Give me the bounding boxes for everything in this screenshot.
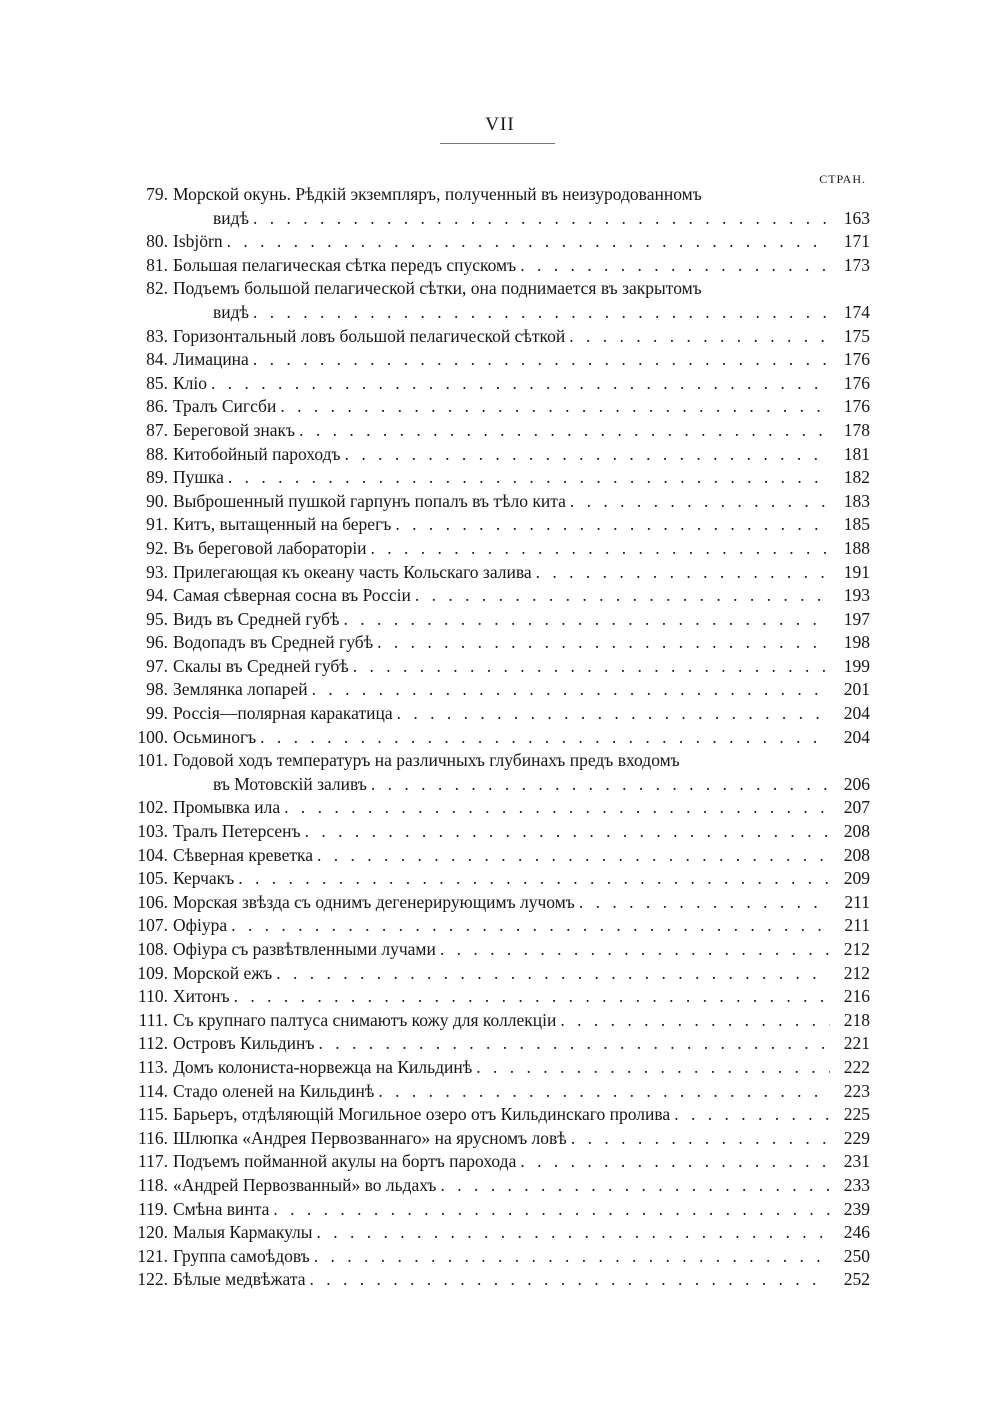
entry-page-number: 223 bbox=[843, 1080, 870, 1101]
entry-page-number: 201 bbox=[843, 679, 870, 700]
dot-leader bbox=[313, 845, 830, 866]
dot-leader bbox=[575, 892, 830, 913]
entry-title: Керчакъ bbox=[173, 868, 235, 889]
entry-number: 118. bbox=[138, 1174, 168, 1195]
entry-number: 110. bbox=[138, 986, 168, 1007]
list-item bbox=[128, 845, 870, 869]
entry-title: Офіура bbox=[173, 915, 228, 936]
dot-leader bbox=[411, 585, 830, 606]
dot-leader bbox=[272, 963, 830, 984]
entry-title: Скалы въ Средней губѣ bbox=[173, 655, 349, 676]
dot-leader bbox=[391, 514, 830, 535]
entry-number: 94. bbox=[146, 585, 168, 606]
list-item bbox=[128, 373, 870, 397]
dot-leader bbox=[249, 349, 830, 370]
entry-title: Островъ Кильдинъ bbox=[173, 1033, 315, 1054]
entry-page-number: 175 bbox=[843, 325, 870, 346]
entry-page-number: 233 bbox=[843, 1174, 870, 1195]
entry-number: 114. bbox=[138, 1080, 168, 1101]
entry-title: видѣ bbox=[213, 301, 250, 322]
entry-title: Морской окунь. Рѣдкій экземпляръ, полученный въ неизуродованномъ bbox=[173, 184, 702, 204]
entry-title: Видъ въ Средней губѣ bbox=[173, 608, 340, 629]
entry-page-number: 209 bbox=[843, 868, 870, 889]
list-item bbox=[128, 444, 870, 468]
entry-number: 101. bbox=[137, 750, 168, 771]
dot-leader bbox=[314, 1033, 830, 1054]
entry-title: Береговой знакъ bbox=[173, 419, 296, 440]
entry-title: Шлюпка «Андрея Первозваннаго» на ярусномъ ловѣ bbox=[173, 1127, 567, 1148]
entry-number: 87. bbox=[146, 419, 168, 440]
entry-title: въ Мотовскій заливъ bbox=[213, 773, 367, 794]
entry-number: 116. bbox=[138, 1127, 168, 1148]
entry-page-number: 216 bbox=[843, 986, 870, 1007]
dot-leader bbox=[339, 609, 830, 630]
list-item bbox=[128, 255, 870, 279]
dot-leader bbox=[349, 656, 830, 677]
page-column-label: СТРАН. bbox=[819, 172, 866, 186]
entry-number: 104. bbox=[137, 844, 168, 865]
entry-title: видѣ bbox=[213, 207, 250, 228]
entry-number: 109. bbox=[137, 962, 168, 983]
entry-page-number: 174 bbox=[843, 301, 870, 322]
dot-leader bbox=[565, 326, 830, 347]
dot-leader bbox=[223, 231, 830, 252]
list-item bbox=[128, 1081, 870, 1105]
dot-leader bbox=[234, 868, 830, 889]
entry-page-number: 212 bbox=[843, 962, 870, 983]
entry-title: Самая сѣверная сосна въ Россіи bbox=[173, 585, 411, 606]
entry-number: 98. bbox=[146, 679, 168, 700]
list-item bbox=[128, 349, 870, 373]
dot-leader bbox=[207, 373, 830, 394]
entry-number: 113. bbox=[138, 1056, 168, 1077]
list-item bbox=[128, 1033, 870, 1057]
entry-page-number: 246 bbox=[843, 1222, 870, 1243]
dot-leader bbox=[313, 1222, 830, 1243]
entry-page-number: 229 bbox=[843, 1127, 870, 1148]
entry-number: 84. bbox=[146, 349, 168, 370]
dot-leader bbox=[516, 1151, 830, 1172]
entry-title: Выброшенный пушкой гарпунъ попалъ въ тѣло кита bbox=[173, 490, 566, 511]
list-item bbox=[128, 326, 870, 350]
entry-title: Съ крупнаго палтуса снимаютъ кожу для коллекціи bbox=[173, 1009, 557, 1030]
entry-page-number: 206 bbox=[843, 773, 870, 794]
header-rule bbox=[440, 143, 555, 144]
list-item bbox=[128, 963, 870, 987]
entry-page-number: 239 bbox=[843, 1198, 870, 1219]
dot-leader bbox=[308, 679, 830, 700]
dot-leader bbox=[249, 208, 830, 229]
list-item bbox=[128, 302, 870, 326]
entry-number: 105. bbox=[137, 868, 168, 889]
entry-number: 106. bbox=[137, 891, 168, 912]
entry-title: Тралъ Сигсби bbox=[173, 396, 277, 417]
entry-page-number: 231 bbox=[843, 1151, 870, 1172]
entry-number: 95. bbox=[146, 608, 168, 629]
list-item bbox=[128, 1199, 870, 1223]
entry-page-number: 191 bbox=[843, 561, 870, 582]
list-item bbox=[128, 1151, 870, 1175]
entry-page-number: 173 bbox=[843, 254, 870, 275]
dot-leader bbox=[374, 1081, 830, 1102]
entry-number: 88. bbox=[146, 443, 168, 464]
entry-number: 117. bbox=[138, 1151, 168, 1172]
entry-page-number: 176 bbox=[843, 372, 870, 393]
entry-title: Подъемъ пойманной акулы на бортъ парохода bbox=[173, 1151, 517, 1172]
dot-leader bbox=[567, 1128, 830, 1149]
entry-number: 119. bbox=[138, 1198, 168, 1219]
dot-leader bbox=[367, 538, 830, 559]
entry-title: Стадо оленей на Кильдинѣ bbox=[173, 1080, 375, 1101]
entry-number: 115. bbox=[138, 1104, 168, 1125]
entry-page-number: 199 bbox=[843, 655, 870, 676]
entry-title: Офіура съ развѣтвленными лучами bbox=[173, 939, 436, 959]
list-item bbox=[128, 467, 870, 491]
list-item bbox=[128, 774, 870, 798]
list-item bbox=[128, 939, 870, 963]
entry-number: 79. bbox=[146, 184, 168, 204]
entry-number: 86. bbox=[146, 396, 168, 417]
entry-title: Годовой ходъ температуръ на различныхъ глубинахъ предъ входомъ bbox=[173, 750, 680, 771]
entry-number: 81. bbox=[146, 254, 168, 275]
entry-title: Isbjörn bbox=[173, 231, 223, 252]
list-item bbox=[128, 1128, 870, 1152]
entry-page-number: 204 bbox=[843, 726, 870, 747]
entry-title: Промывка ила bbox=[173, 797, 281, 818]
entry-title: Горизонтальный ловъ большой пелагической сѣткой bbox=[173, 325, 566, 346]
entry-number: 83. bbox=[146, 325, 168, 346]
dot-leader bbox=[516, 255, 830, 276]
dot-leader bbox=[566, 491, 830, 512]
entry-title: Лимацина bbox=[173, 349, 249, 370]
list-item bbox=[128, 585, 870, 609]
list-item bbox=[128, 750, 870, 774]
entry-title: Водопадъ въ Средней губѣ bbox=[173, 632, 374, 653]
entry-number: 111. bbox=[138, 1009, 168, 1030]
dot-leader bbox=[436, 939, 830, 960]
list-item bbox=[128, 868, 870, 892]
entry-page-number: 250 bbox=[843, 1245, 870, 1266]
entry-title: Россія—полярная каракатица bbox=[173, 703, 393, 724]
entry-page-number: 212 bbox=[843, 939, 870, 959]
entry-title: Кліо bbox=[173, 372, 208, 393]
entry-number: 97. bbox=[146, 655, 168, 676]
list-item bbox=[128, 703, 870, 727]
list-item bbox=[128, 1246, 870, 1270]
dot-leader bbox=[436, 1175, 830, 1196]
list-item bbox=[128, 656, 870, 680]
illustrations-list bbox=[128, 184, 870, 1293]
entry-title: Группа самоѣдовъ bbox=[173, 1245, 310, 1266]
list-item bbox=[128, 1175, 870, 1199]
entry-page-number: 163 bbox=[843, 207, 870, 228]
entry-number: 100. bbox=[137, 726, 168, 747]
list-item bbox=[128, 1269, 870, 1293]
list-item bbox=[128, 1010, 870, 1034]
list-item bbox=[128, 609, 870, 633]
list-item bbox=[128, 538, 870, 562]
list-item bbox=[128, 727, 870, 751]
entry-page-number: 182 bbox=[843, 467, 870, 488]
entry-title: Прилегающая къ океану часть Кольскаго залива bbox=[173, 561, 532, 582]
list-item bbox=[128, 1057, 870, 1081]
entry-title: Сѣверная креветка bbox=[173, 844, 314, 865]
entry-title: Землянка лопарей bbox=[173, 679, 308, 700]
list-item bbox=[128, 986, 870, 1010]
entry-page-number: 204 bbox=[843, 703, 870, 724]
entry-page-number: 198 bbox=[843, 632, 870, 653]
entry-title: Подъемъ большой пелагической сѣтки, она поднимается въ закрытомъ bbox=[173, 278, 702, 299]
dot-leader bbox=[310, 1246, 830, 1267]
entry-page-number: 225 bbox=[843, 1104, 870, 1125]
entry-title: Пушка bbox=[173, 467, 224, 488]
list-item bbox=[128, 278, 870, 302]
entry-number: 91. bbox=[146, 514, 168, 535]
list-item bbox=[128, 231, 870, 255]
entry-number: 121. bbox=[137, 1245, 168, 1266]
entry-number: 122. bbox=[137, 1269, 168, 1290]
entry-page-number: 252 bbox=[843, 1269, 870, 1290]
entry-number: 96. bbox=[146, 632, 168, 653]
entry-title: Въ береговой лабораторіи bbox=[173, 537, 367, 558]
dot-leader bbox=[280, 797, 830, 818]
entry-number: 103. bbox=[137, 821, 168, 842]
entry-page-number: 171 bbox=[843, 231, 870, 252]
dot-leader bbox=[367, 774, 830, 795]
entry-page-number: 178 bbox=[843, 419, 870, 440]
dot-leader bbox=[224, 467, 830, 488]
dot-leader bbox=[276, 396, 830, 417]
entry-page-number: 193 bbox=[843, 585, 870, 606]
entry-number: 102. bbox=[137, 797, 168, 818]
entry-page-number: 222 bbox=[843, 1056, 870, 1077]
entry-page-number: 197 bbox=[843, 608, 870, 629]
dot-leader bbox=[295, 420, 830, 441]
entry-number: 90. bbox=[146, 490, 168, 511]
entry-number: 120. bbox=[137, 1222, 168, 1243]
list-item bbox=[128, 821, 870, 845]
entry-page-number: 218 bbox=[843, 1009, 870, 1030]
dot-leader bbox=[256, 727, 830, 748]
entry-title: Большая пелагическая сѣтка передъ спускомъ bbox=[173, 254, 517, 275]
entry-title: Хитонъ bbox=[173, 986, 230, 1007]
entry-page-number: 188 bbox=[843, 537, 870, 558]
dot-leader bbox=[306, 1269, 831, 1290]
entry-number: 107. bbox=[137, 915, 168, 936]
dot-leader bbox=[230, 986, 830, 1007]
dot-leader bbox=[393, 703, 830, 724]
list-item bbox=[128, 420, 870, 444]
entry-title: Тралъ Петерсенъ bbox=[173, 821, 301, 842]
entry-title: Морская звѣзда съ однимъ дегенерирующимъ лучомъ bbox=[173, 891, 575, 912]
entry-title: Домъ колониста-норвежца на Кильдинѣ bbox=[173, 1056, 473, 1077]
list-item bbox=[128, 514, 870, 538]
page-number: VII bbox=[485, 114, 515, 135]
entry-title: Барьеръ, отдѣляющій Могильное озеро отъ Кильдинскаго пролива bbox=[173, 1104, 671, 1125]
entry-page-number: 208 bbox=[843, 821, 870, 842]
list-item bbox=[128, 632, 870, 656]
list-item bbox=[128, 396, 870, 420]
dot-leader bbox=[341, 444, 830, 465]
dot-leader bbox=[670, 1104, 830, 1125]
entry-title: Смѣна винта bbox=[173, 1198, 270, 1219]
entry-page-number: 221 bbox=[843, 1033, 870, 1054]
entry-page-number: 211 bbox=[844, 891, 870, 912]
dot-leader bbox=[532, 562, 830, 583]
dot-leader bbox=[227, 915, 830, 936]
entry-title: Малыя Кармакулы bbox=[173, 1222, 313, 1243]
entry-title: Осьминогъ bbox=[173, 726, 257, 747]
entry-title: Китобойный пароходъ bbox=[173, 443, 341, 464]
dot-leader bbox=[249, 302, 830, 323]
dot-leader bbox=[373, 632, 830, 653]
entry-page-number: 207 bbox=[843, 797, 870, 818]
entry-number: 93. bbox=[146, 561, 168, 582]
entry-page-number: 176 bbox=[843, 396, 870, 417]
entry-number: 92. bbox=[146, 537, 168, 558]
entry-page-number: 183 bbox=[843, 490, 870, 511]
dot-leader bbox=[472, 1057, 830, 1078]
entry-page-number: 181 bbox=[843, 443, 870, 464]
entry-number: 112. bbox=[138, 1033, 168, 1054]
list-item bbox=[128, 892, 870, 916]
list-item bbox=[128, 562, 870, 586]
entry-number: 82. bbox=[146, 278, 168, 299]
entry-title: Морской ежъ bbox=[173, 962, 273, 983]
entry-number: 80. bbox=[146, 231, 168, 252]
dot-leader bbox=[556, 1010, 830, 1031]
list-item bbox=[128, 491, 870, 515]
entry-title: Бѣлые медвѣжата bbox=[173, 1269, 306, 1290]
list-item bbox=[128, 915, 870, 939]
list-item bbox=[128, 797, 870, 821]
dot-leader bbox=[301, 821, 830, 842]
dot-leader bbox=[269, 1199, 830, 1220]
entry-page-number: 185 bbox=[843, 514, 870, 535]
entry-title: «Андрей Первозванный» во льдахъ bbox=[173, 1174, 437, 1195]
entry-page-number: 176 bbox=[843, 349, 870, 370]
entry-page-number: 211 bbox=[844, 915, 870, 936]
list-item bbox=[128, 184, 870, 208]
list-item bbox=[128, 1222, 870, 1246]
entry-number: 99. bbox=[146, 703, 168, 724]
entry-page-number: 208 bbox=[843, 844, 870, 865]
entry-title: Китъ, вытащенный на берегъ bbox=[173, 514, 392, 535]
entry-number: 108. bbox=[137, 939, 168, 959]
entry-number: 89. bbox=[146, 467, 168, 488]
entry-number: 85. bbox=[146, 372, 168, 393]
list-item bbox=[128, 679, 870, 703]
list-item bbox=[128, 208, 870, 232]
list-item bbox=[128, 1104, 870, 1128]
